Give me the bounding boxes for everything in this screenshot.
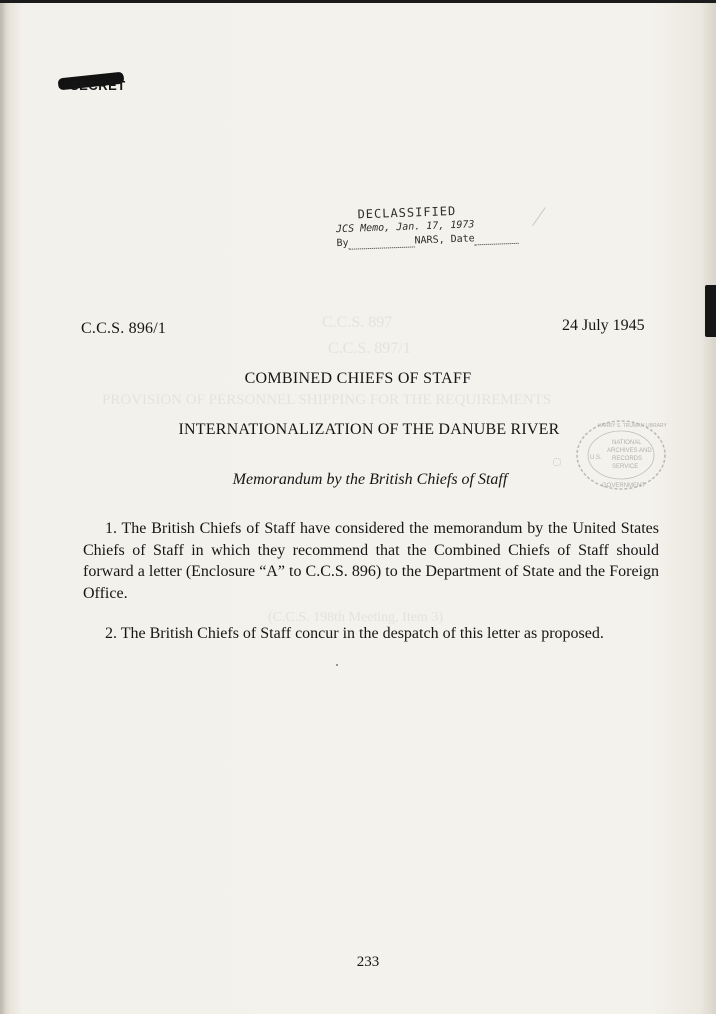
- seal-text-service: SERVICE: [612, 464, 639, 470]
- declassified-by-prefix: By: [336, 237, 349, 250]
- document-date: 24 July 1945: [562, 317, 645, 334]
- declassified-signature-line: [336, 232, 519, 250]
- memo-byline: Memorandum by the British Chiefs of Staff: [232, 471, 508, 488]
- classification-stamp: SECRET: [70, 78, 126, 93]
- paragraph-1-text: 1. The British Chiefs of Staff have considered the memorandum by the United States Chiefs of Staff in which they recommend that the Combined Chiefs of Staff should forward a letter (Enclosure “A” to C.C.S. 896) to the Department of State and the Foreign Office.: [83, 520, 659, 602]
- declassified-title: DECLASSIFIED: [357, 203, 457, 222]
- paragraph-2: [83, 623, 659, 645]
- page-edge-tab: [705, 285, 716, 337]
- handwritten-date: [475, 232, 519, 246]
- seal-text-side: U.S.: [590, 455, 602, 461]
- document-subject: INTERNATIONALIZATION OF THE DANUBE RIVER: [178, 421, 560, 438]
- bleed-through-text: PROVISION OF PERSONNEL SHIPPING FOR THE REQUIREMENTS: [102, 392, 552, 408]
- faint-mark: [532, 207, 545, 226]
- handwritten-signature: [348, 235, 414, 249]
- seal-text-archives: ARCHIVES AND: [607, 448, 652, 454]
- document-heading: COMBINED CHIEFS OF STAFF: [244, 370, 472, 387]
- declassified-nars-text: NARS, Date: [414, 233, 475, 247]
- seal-text-library: HARRY S. TRUMAN LIBRARY: [598, 423, 667, 429]
- document-id: C.C.S. 896/1: [81, 320, 167, 337]
- declassified-authority: JCS Memo, Jan. 17, 1973: [335, 219, 475, 236]
- declassification-stamp: [335, 202, 519, 250]
- ink-dot: [336, 664, 338, 666]
- seal-text-government: GOVERNMENT: [602, 483, 646, 489]
- faint-mark: [553, 458, 561, 466]
- bleed-through-text: (C.C.S. 198th Meeting, Item 3): [268, 610, 443, 625]
- binding-shadow: [0, 0, 6, 1014]
- paragraph-2-text: 2. The British Chiefs of Staff concur in the despatch of this letter as proposed.: [105, 625, 604, 642]
- paragraph-1: [83, 518, 659, 604]
- bleed-through-text: C.C.S. 897: [322, 314, 393, 331]
- bleed-through-text: C.C.S. 897/1: [328, 340, 411, 357]
- seal-text-records: RECORDS: [612, 456, 643, 462]
- top-edge-rule: [0, 0, 716, 3]
- seal-text-national: NATIONAL: [612, 440, 642, 446]
- page-number: 233: [356, 954, 380, 970]
